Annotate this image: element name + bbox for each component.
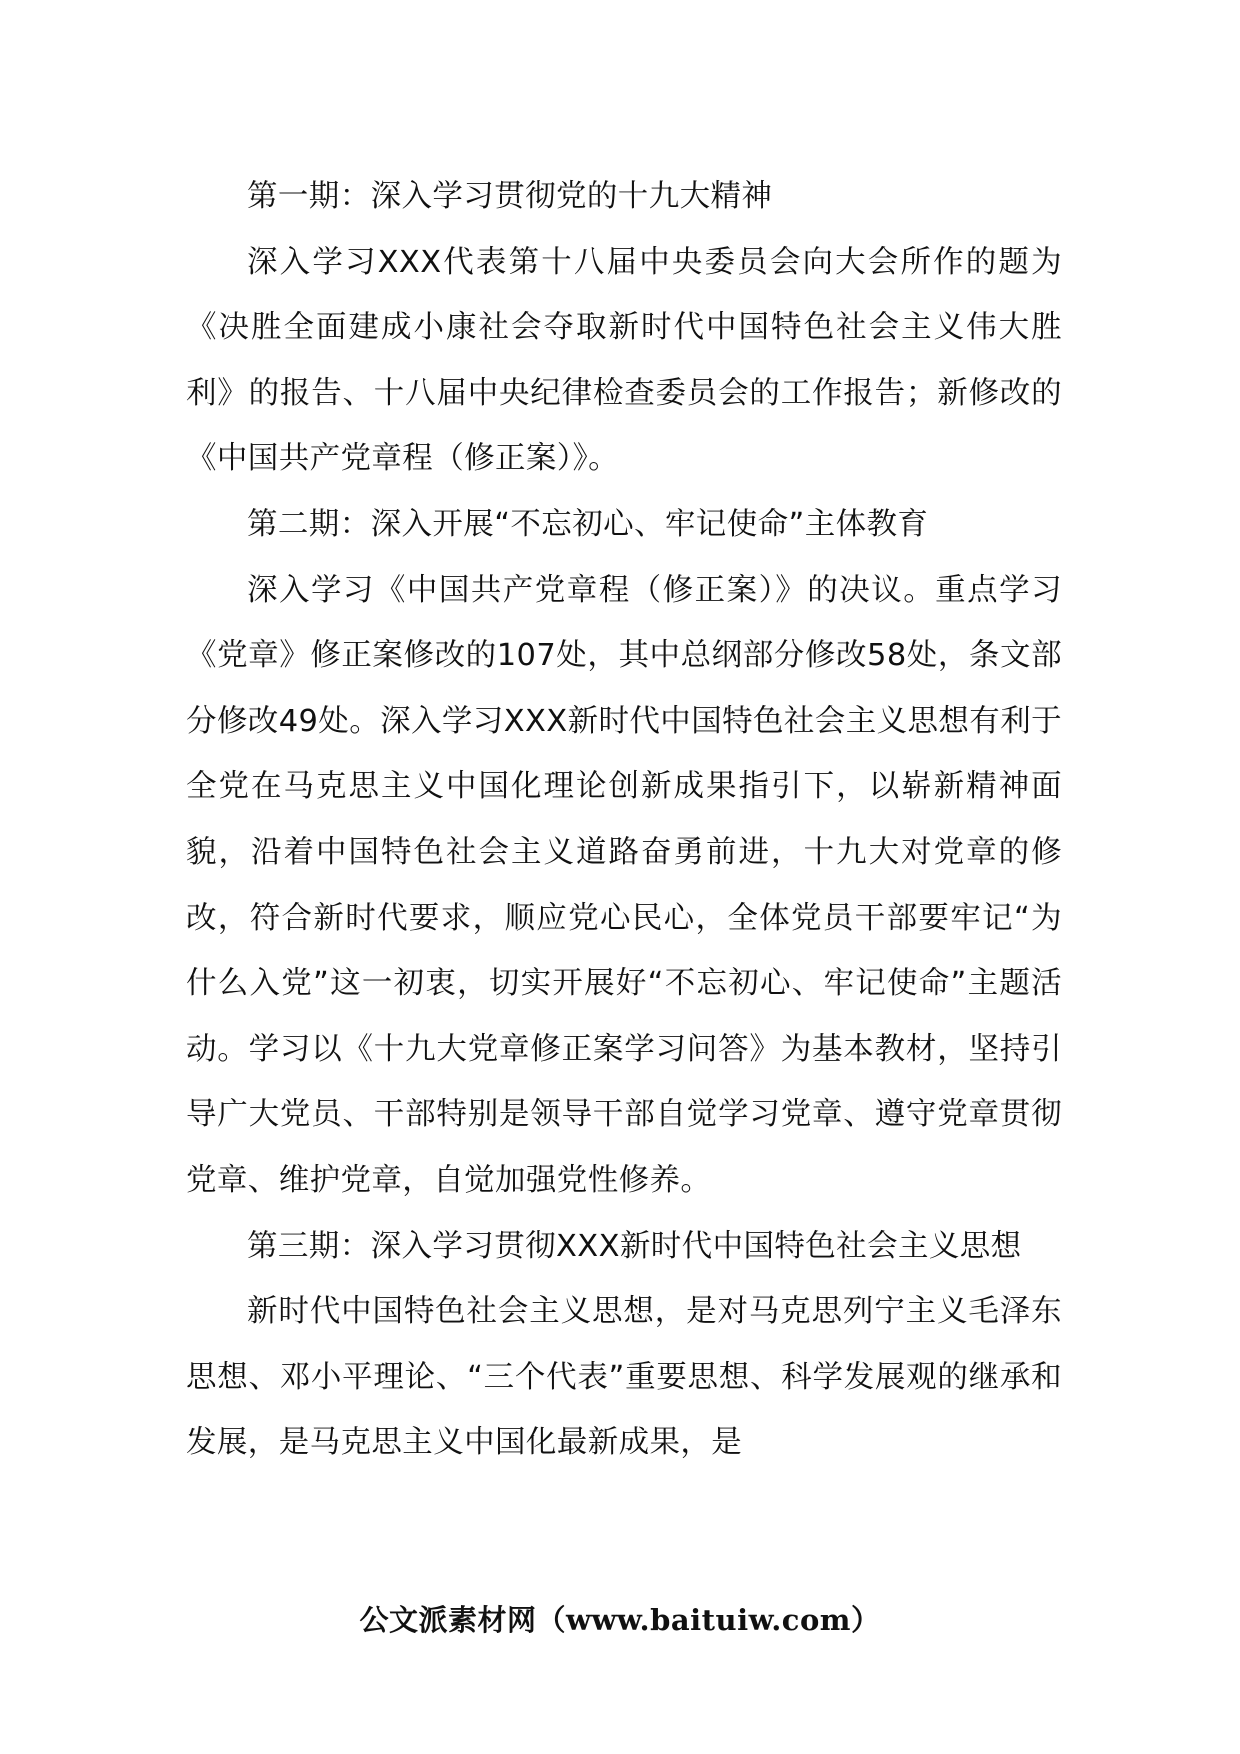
body-paragraph-1: 深入学习XXX代表第十八届中央委员会向大会所作的题为《决胜全面建成小康社会夺取新时代中国特色社会主义伟大胜利》的报告、十八届中央纪律检查委员会的工作报告；新修改的《中国共产党章程（修正案）》。 [186, 244, 1062, 477]
footer-watermark: 公文派素材网（www.baituiw.com） [359, 1603, 881, 1637]
document-body [186, 164, 1062, 1476]
body-paragraph-3: 新时代中国特色社会主义思想，是对马克思列宁主义毛泽东思想、邓小平理论、“三个代表”重要思想、科学发展观的继承和发展，是马克思主义中国化最新成果，是 [186, 1294, 1062, 1461]
section-heading-1: 第一期：深入学习贯彻党的十九大精神 [247, 179, 773, 214]
section-heading-2: 第二期：深入开展“不忘初心、牢记使命”主体教育 [247, 506, 929, 542]
body-paragraph-2: 深入学习《中国共产党章程（修正案）》的决议。重点学习《党章》修正案修改的107处，其中总纲部分修改58处，条文部分修改49处。深入学习XXX新时代中国特色社会主义思想有利于全党在马克思主义中国化理论创新成果指引下，以崭新精神面貌，沿着中国特色社会主义道路奋勇前进，十九大对党章的修改，符合新时代要求，顺应党心民心，全体党员干部要牢记“为什么入党”这一初衷，切实开展好“不忘初心、牢记使命”主题活动。学习以《十九大党章修正案学习问答》为基本教材，坚持引导广大党员、干部特别是领导干部自觉学习党章、遵守党章贯彻党章、维护党章，自觉加强党性修养。 [186, 572, 1062, 1198]
section-heading-3: 第三期：深入学习贯彻XXX新时代中国特色社会主义思想 [247, 1228, 1022, 1264]
